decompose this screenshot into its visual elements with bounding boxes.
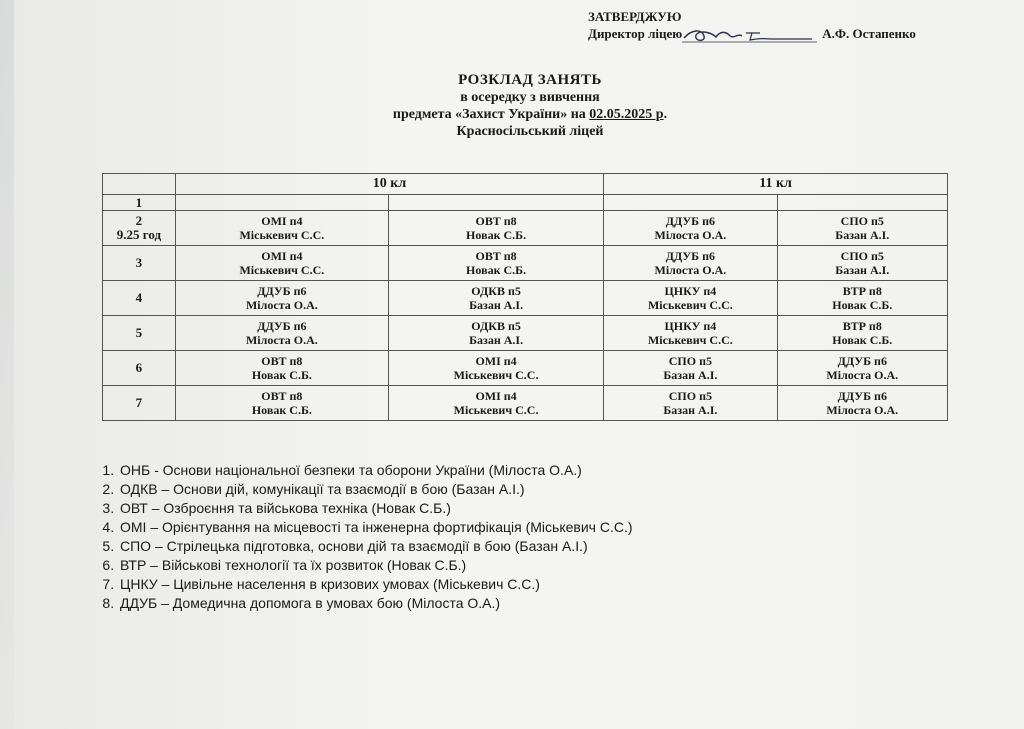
subject-date-line (100, 106, 960, 123)
lesson-cell: ЦНКУ п4 Міськевич С.С. (604, 281, 777, 316)
school-name: Красносільський ліцей (456, 124, 604, 139)
legend-item: 7. ЦНКУ – Цивільне населення в кризових умовах (Міськевич С.С.) (118, 575, 633, 594)
document-title: РОЗКЛАД ЗАНЯТЬ (458, 72, 602, 88)
approval-block (588, 8, 916, 43)
lesson-cell: СПО п5 Базан А.І. (777, 211, 947, 246)
subtitle-line: в осередку з вивчення (460, 90, 600, 105)
lesson-cell: ОМІ п4 Міськевич С.С. (388, 386, 603, 421)
header-class-11: 11 кл (604, 174, 948, 195)
legend-item: 6. ВТР – Військові технології та їх розвиток (Новак С.Б.) (118, 556, 633, 575)
approval-position: Директор ліцею (588, 26, 683, 41)
schedule-table (102, 173, 948, 421)
schedule-date: 02.05.2025 р (589, 107, 664, 122)
lesson-cell: ОВТ п8 Новак С.Б. (388, 211, 603, 246)
legend-item: 2. ОДКВ – Основи дій, комунікації та взаємодії в бою (Базан А.І.) (118, 480, 633, 499)
table-row (103, 316, 948, 351)
lesson-cell: ДДУБ п6 Мілоста О.А. (604, 211, 777, 246)
lesson-cell: СПО п5 Базан А.І. (604, 386, 777, 421)
legend-item: 8. ДДУБ – Домедична допомога в умовах бою (Мілоста О.А.) (118, 594, 633, 613)
header-corner-cell (103, 174, 176, 195)
lesson-cell: ВТР п8 Новак С.Б. (777, 316, 947, 351)
lesson-number: 2 9.25 год (103, 211, 176, 246)
subject-text: предмета «Захист України» на (392, 107, 590, 122)
lesson-cell: ДДУБ п6 Мілоста О.А. (175, 316, 388, 351)
table-row (103, 246, 948, 281)
empty-cell (604, 195, 777, 211)
lesson-cell: СПО п5 Базан А.І. (777, 246, 947, 281)
lesson-cell: ОДКВ п5 Базан А.І. (388, 316, 603, 351)
lesson-number: 5 (103, 316, 176, 351)
legend-item: 5. СПО – Стрілецька підготовка, основи дій та взаємодії в бою (Базан А.І.) (118, 537, 633, 556)
table-row (103, 351, 948, 386)
lesson-cell: ОВТ п8 Новак С.Б. (388, 246, 603, 281)
abbreviation-legend (98, 461, 633, 613)
legend-item: 1. ОНБ - Основи національної безпеки та оборони України (Мілоста О.А.) (118, 461, 633, 480)
lesson-cell: ДДУБ п6 Мілоста О.А. (777, 351, 947, 386)
lesson-number: 1 (103, 195, 176, 211)
lesson-cell: ДДУБ п6 Мілоста О.А. (175, 281, 388, 316)
lesson-cell: ДДУБ п6 Мілоста О.А. (777, 386, 947, 421)
legend-item: 3. ОВТ – Озброєння та військова техніка (Новак С.Б.) (118, 499, 633, 518)
table-row (103, 211, 948, 246)
lesson-cell: СПО п5 Базан А.І. (604, 351, 777, 386)
approval-title: ЗАТВЕРДЖУЮ (588, 9, 682, 24)
lesson-cell: ОМІ п4 Міськевич С.С. (388, 351, 603, 386)
lesson-time: 9.25 год (116, 227, 162, 242)
lesson-cell: ДДУБ п6 Мілоста О.А. (604, 246, 777, 281)
table-row (103, 281, 948, 316)
lesson-cell: ОМІ п4 Міськевич С.С. (175, 246, 388, 281)
approval-name: А.Ф. Остапенко (822, 26, 916, 41)
lesson-cell: ОМІ п4 Міськевич С.С. (175, 211, 388, 246)
lesson-cell: ОВТ п8 Новак С.Б. (175, 386, 388, 421)
lesson-cell: ОВТ п8 Новак С.Б. (175, 351, 388, 386)
lesson-cell: ВТР п8 Новак С.Б. (777, 281, 947, 316)
lesson-number: 7 (103, 386, 176, 421)
empty-cell (175, 195, 388, 211)
header-class-10: 10 кл (175, 174, 603, 195)
lesson-number: 3 (103, 246, 176, 281)
table-row-1 (103, 195, 948, 211)
director-signature (682, 27, 822, 43)
empty-cell (388, 195, 603, 211)
empty-cell (777, 195, 947, 211)
legend-item: 4. ОМІ – Орієнтування на місцевості та інженерна фортифікація (Міськевич С.С.) (118, 518, 633, 537)
date-suffix: . (663, 107, 668, 122)
lesson-number: 6 (103, 351, 176, 386)
lesson-number: 4 (103, 281, 176, 316)
lesson-cell: ЦНКУ п4 Міськевич С.С. (604, 316, 777, 351)
lesson-cell: ОДКВ п5 Базан А.І. (388, 281, 603, 316)
table-header-row (103, 174, 948, 195)
document-header (100, 72, 960, 140)
table-row (103, 386, 948, 421)
